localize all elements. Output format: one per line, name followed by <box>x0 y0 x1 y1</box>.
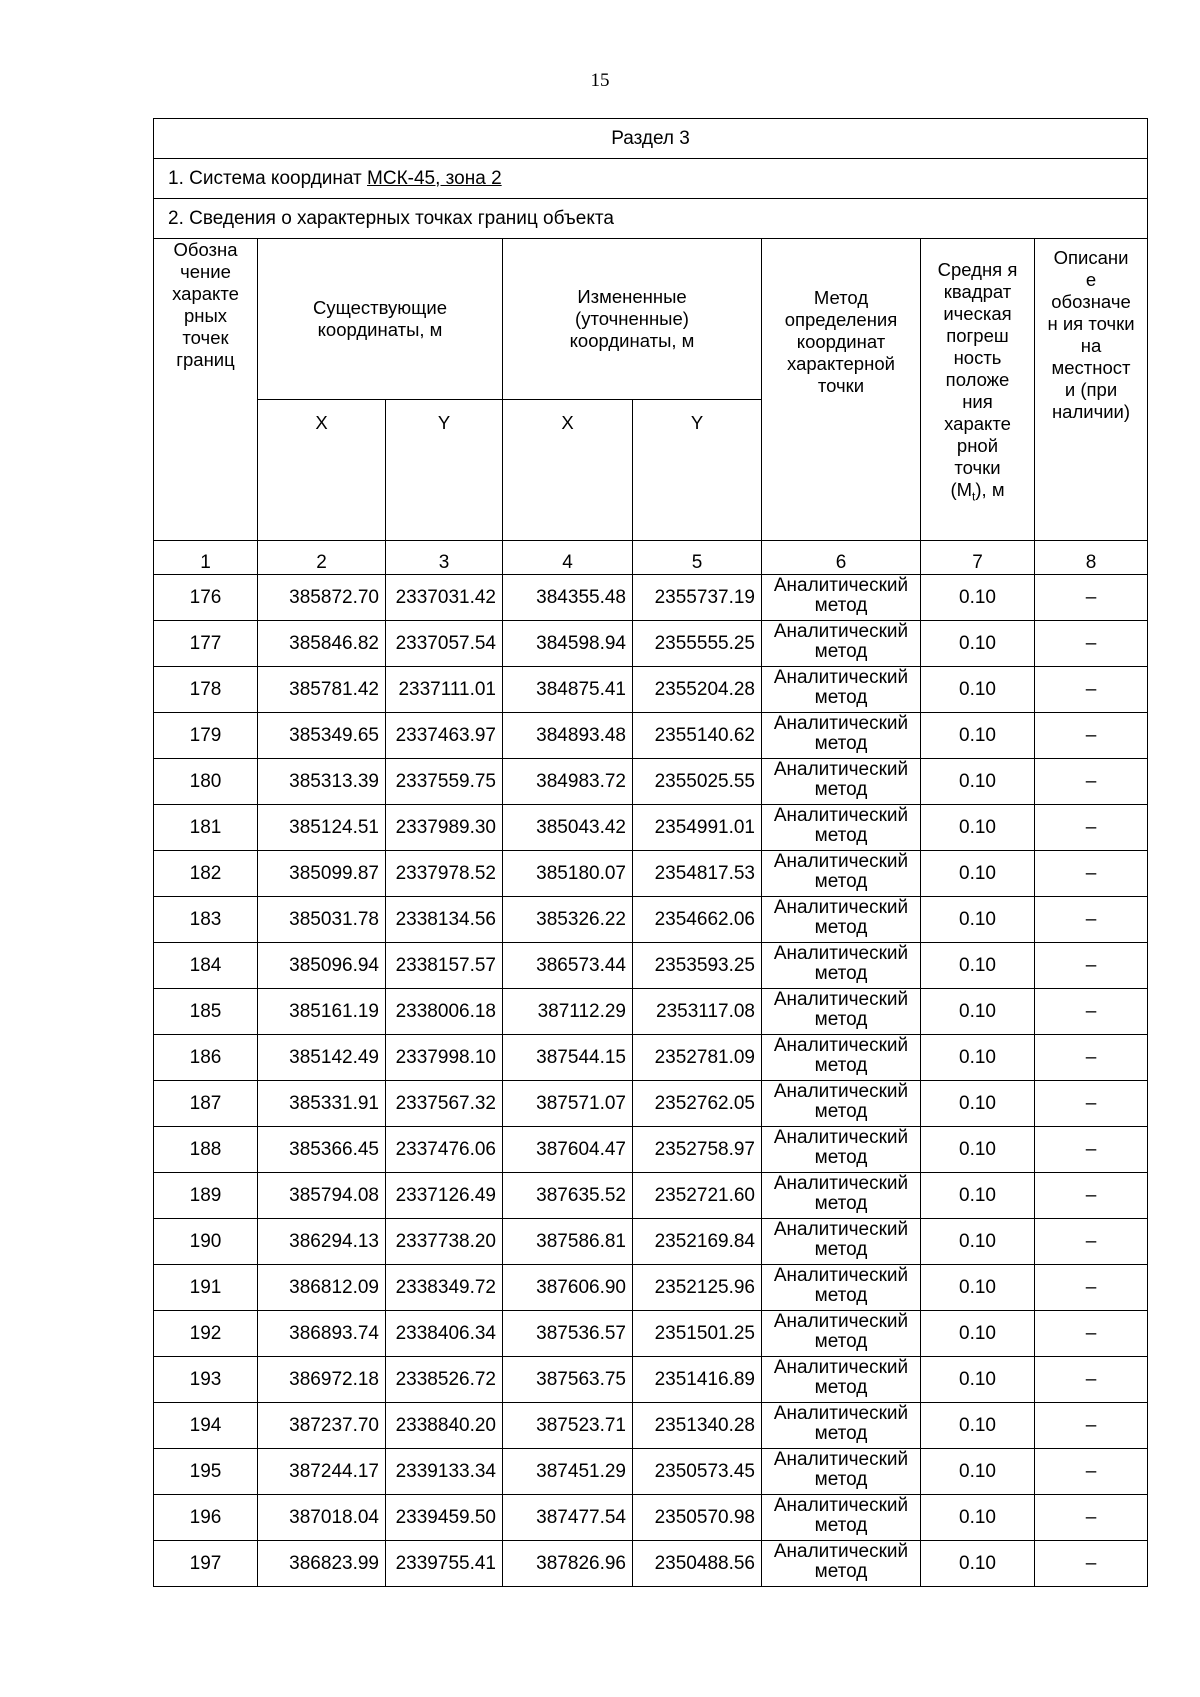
cell-point-id: 188 <box>154 1127 258 1173</box>
cell-changed-x: 387451.29 <box>503 1449 633 1495</box>
column-number: 7 <box>921 541 1035 575</box>
cell-mean-error: 0.10 <box>921 667 1035 713</box>
cell-mean-error: 0.10 <box>921 1265 1035 1311</box>
coord-system-value: МСК-45, зона 2 <box>367 167 502 189</box>
page-number: 15 <box>590 70 610 91</box>
cell-method: Аналитический метод <box>762 1403 921 1449</box>
cell-existing-x: 386294.13 <box>258 1219 386 1265</box>
cell-mean-error: 0.10 <box>921 1173 1035 1219</box>
cell-changed-x: 387635.52 <box>503 1173 633 1219</box>
cell-point-id: 176 <box>154 575 258 621</box>
cell-existing-y: 2338134.56 <box>386 897 503 943</box>
cell-existing-y: 2337738.20 <box>386 1219 503 1265</box>
table-row <box>154 1449 1148 1495</box>
cell-changed-x: 387604.47 <box>503 1127 633 1173</box>
section-title: Раздел 3 <box>154 119 1148 159</box>
cell-changed-x: 387826.96 <box>503 1541 633 1587</box>
header-mean-error: Средня я квадрат ическая погреш ность положе ния характе рной точки $(M_t)$, м <box>921 239 1035 541</box>
column-number: 4 <box>503 541 633 575</box>
cell-changed-x: 387563.75 <box>503 1357 633 1403</box>
cell-method: Аналитический метод <box>762 713 921 759</box>
cell-point-id: 192 <box>154 1311 258 1357</box>
cell-description: – <box>1035 1035 1148 1081</box>
cell-existing-y: 2338157.57 <box>386 943 503 989</box>
cell-description: – <box>1035 1449 1148 1495</box>
cell-changed-x: 384598.94 <box>503 621 633 667</box>
column-number: 3 <box>386 541 503 575</box>
cell-existing-y: 2337057.54 <box>386 621 503 667</box>
cell-point-id: 191 <box>154 1265 258 1311</box>
cell-changed-y: 2352762.05 <box>633 1081 762 1127</box>
cell-method: Аналитический метод <box>762 1311 921 1357</box>
cell-method: Аналитический метод <box>762 851 921 897</box>
cell-changed-x: 387477.54 <box>503 1495 633 1541</box>
cell-description: – <box>1035 621 1148 667</box>
cell-method: Аналитический метод <box>762 805 921 851</box>
coord-system-label: 1. Система координат <box>168 167 368 189</box>
table-row <box>154 1127 1148 1173</box>
cell-mean-error: 0.10 <box>921 1403 1035 1449</box>
cell-description: – <box>1035 989 1148 1035</box>
cell-mean-error: 0.10 <box>921 759 1035 805</box>
cell-changed-y: 2354817.53 <box>633 851 762 897</box>
cell-existing-y: 2339133.34 <box>386 1449 503 1495</box>
cell-point-id: 195 <box>154 1449 258 1495</box>
cell-mean-error: 0.10 <box>921 851 1035 897</box>
cell-method: Аналитический метод <box>762 621 921 667</box>
cell-changed-y: 2353593.25 <box>633 943 762 989</box>
cell-changed-x: 386573.44 <box>503 943 633 989</box>
cell-existing-y: 2337031.42 <box>386 575 503 621</box>
cell-description: – <box>1035 897 1148 943</box>
cell-changed-x: 387606.90 <box>503 1265 633 1311</box>
cell-method: Аналитический метод <box>762 1127 921 1173</box>
cell-changed-y: 2354662.06 <box>633 897 762 943</box>
cell-existing-x: 385124.51 <box>258 805 386 851</box>
cell-point-id: 186 <box>154 1035 258 1081</box>
cell-existing-x: 385031.78 <box>258 897 386 943</box>
cell-method: Аналитический метод <box>762 667 921 713</box>
cell-mean-error: 0.10 <box>921 1449 1035 1495</box>
cell-existing-x: 385099.87 <box>258 851 386 897</box>
cell-method: Аналитический метод <box>762 1449 921 1495</box>
cell-changed-x: 384983.72 <box>503 759 633 805</box>
cell-method: Аналитический метод <box>762 1357 921 1403</box>
cell-changed-y: 2352125.96 <box>633 1265 762 1311</box>
cell-method: Аналитический метод <box>762 1173 921 1219</box>
cell-existing-y: 2337978.52 <box>386 851 503 897</box>
cell-existing-x: 385161.19 <box>258 989 386 1035</box>
cell-existing-y: 2337476.06 <box>386 1127 503 1173</box>
cell-description: – <box>1035 851 1148 897</box>
cell-point-id: 187 <box>154 1081 258 1127</box>
cell-existing-x: 386893.74 <box>258 1311 386 1357</box>
header-existing-x: X <box>258 400 386 541</box>
header-changed-coords: Измененные (уточненные) координаты, м <box>503 239 762 400</box>
cell-changed-x: 387544.15 <box>503 1035 633 1081</box>
cell-mean-error: 0.10 <box>921 1081 1035 1127</box>
column-numbers-row <box>154 541 1148 575</box>
cell-changed-y: 2351416.89 <box>633 1357 762 1403</box>
cell-description: – <box>1035 1495 1148 1541</box>
table-row <box>154 1035 1148 1081</box>
cell-point-id: 189 <box>154 1173 258 1219</box>
cell-existing-y: 2339459.50 <box>386 1495 503 1541</box>
table-row <box>154 1495 1148 1541</box>
cell-method: Аналитический метод <box>762 1265 921 1311</box>
cell-changed-x: 387571.07 <box>503 1081 633 1127</box>
cell-description: – <box>1035 1357 1148 1403</box>
cell-existing-x: 386812.09 <box>258 1265 386 1311</box>
cell-existing-x: 387244.17 <box>258 1449 386 1495</box>
cell-existing-x: 385872.70 <box>258 575 386 621</box>
header-row <box>154 239 1148 400</box>
table-row <box>154 943 1148 989</box>
cell-mean-error: 0.10 <box>921 805 1035 851</box>
cell-description: – <box>1035 1311 1148 1357</box>
header-changed-x: X <box>503 400 633 541</box>
table-row <box>154 1357 1148 1403</box>
cell-description: – <box>1035 1403 1148 1449</box>
table-row <box>154 851 1148 897</box>
cell-mean-error: 0.10 <box>921 621 1035 667</box>
cell-method: Аналитический метод <box>762 897 921 943</box>
cell-changed-y: 2352781.09 <box>633 1035 762 1081</box>
cell-changed-y: 2355025.55 <box>633 759 762 805</box>
table-row <box>154 1403 1148 1449</box>
cell-existing-x: 387237.70 <box>258 1403 386 1449</box>
table-row <box>154 575 1148 621</box>
cell-point-id: 190 <box>154 1219 258 1265</box>
cell-description: – <box>1035 1265 1148 1311</box>
cell-point-id: 178 <box>154 667 258 713</box>
cell-point-id: 177 <box>154 621 258 667</box>
cell-existing-y: 2337559.75 <box>386 759 503 805</box>
cell-existing-y: 2337463.97 <box>386 713 503 759</box>
cell-mean-error: 0.10 <box>921 989 1035 1035</box>
cell-mean-error: 0.10 <box>921 1127 1035 1173</box>
cell-changed-y: 2352758.97 <box>633 1127 762 1173</box>
cell-description: – <box>1035 1219 1148 1265</box>
cell-point-id: 184 <box>154 943 258 989</box>
cell-mean-error: 0.10 <box>921 1219 1035 1265</box>
table-row <box>154 897 1148 943</box>
cell-changed-y: 2352169.84 <box>633 1219 762 1265</box>
cell-existing-y: 2337998.10 <box>386 1035 503 1081</box>
cell-changed-x: 384875.41 <box>503 667 633 713</box>
cell-changed-y: 2355140.62 <box>633 713 762 759</box>
cell-changed-y: 2350488.56 <box>633 1541 762 1587</box>
cell-description: – <box>1035 943 1148 989</box>
cell-mean-error: 0.10 <box>921 1495 1035 1541</box>
cell-method: Аналитический метод <box>762 1219 921 1265</box>
header-changed-y: Y <box>633 400 762 541</box>
cell-existing-y: 2338406.34 <box>386 1311 503 1357</box>
header-existing-y: Y <box>386 400 503 541</box>
cell-method: Аналитический метод <box>762 575 921 621</box>
cell-changed-x: 387586.81 <box>503 1219 633 1265</box>
table-row <box>154 805 1148 851</box>
cell-existing-x: 385313.39 <box>258 759 386 805</box>
cell-mean-error: 0.10 <box>921 1035 1035 1081</box>
cell-mean-error: 0.10 <box>921 1311 1035 1357</box>
cell-existing-y: 2337126.49 <box>386 1173 503 1219</box>
header-point-designation: Обозна чение характе рных точек границ <box>154 239 258 541</box>
cell-changed-y: 2350573.45 <box>633 1449 762 1495</box>
cell-existing-x: 385349.65 <box>258 713 386 759</box>
column-number: 5 <box>633 541 762 575</box>
cell-changed-y: 2351340.28 <box>633 1403 762 1449</box>
cell-existing-x: 385794.08 <box>258 1173 386 1219</box>
column-number: 6 <box>762 541 921 575</box>
table-row <box>154 1311 1148 1357</box>
table-row <box>154 759 1148 805</box>
coord-system-row <box>154 159 1148 199</box>
cell-changed-y: 2352721.60 <box>633 1173 762 1219</box>
cell-existing-y: 2337989.30 <box>386 805 503 851</box>
cell-changed-y: 2350570.98 <box>633 1495 762 1541</box>
cell-changed-x: 387112.29 <box>503 989 633 1035</box>
cell-mean-error: 0.10 <box>921 943 1035 989</box>
cell-changed-y: 2355204.28 <box>633 667 762 713</box>
cell-existing-y: 2338840.20 <box>386 1403 503 1449</box>
cell-method: Аналитический метод <box>762 1081 921 1127</box>
cell-existing-y: 2337111.01 <box>386 667 503 713</box>
cell-method: Аналитический метод <box>762 943 921 989</box>
cell-description: – <box>1035 1173 1148 1219</box>
cell-existing-x: 385846.82 <box>258 621 386 667</box>
table-row <box>154 1541 1148 1587</box>
cell-point-id: 183 <box>154 897 258 943</box>
cell-point-id: 196 <box>154 1495 258 1541</box>
cell-point-id: 185 <box>154 989 258 1035</box>
cell-changed-y: 2353117.08 <box>633 989 762 1035</box>
cell-description: – <box>1035 1541 1148 1587</box>
cell-description: – <box>1035 667 1148 713</box>
cell-existing-x: 385366.45 <box>258 1127 386 1173</box>
table-row <box>154 667 1148 713</box>
cell-description: – <box>1035 713 1148 759</box>
column-number: 8 <box>1035 541 1148 575</box>
cell-mean-error: 0.10 <box>921 575 1035 621</box>
cell-method: Аналитический метод <box>762 759 921 805</box>
table-row <box>154 713 1148 759</box>
cell-point-id: 179 <box>154 713 258 759</box>
cell-point-id: 182 <box>154 851 258 897</box>
cell-existing-x: 387018.04 <box>258 1495 386 1541</box>
cell-existing-x: 385096.94 <box>258 943 386 989</box>
cell-point-id: 197 <box>154 1541 258 1587</box>
cell-changed-y: 2355555.25 <box>633 621 762 667</box>
cell-existing-y: 2338526.72 <box>386 1357 503 1403</box>
cell-point-id: 181 <box>154 805 258 851</box>
table-row <box>154 1219 1148 1265</box>
cell-description: – <box>1035 1081 1148 1127</box>
cell-mean-error: 0.10 <box>921 713 1035 759</box>
cell-existing-x: 386972.18 <box>258 1357 386 1403</box>
cell-description: – <box>1035 575 1148 621</box>
cell-changed-x: 384355.48 <box>503 575 633 621</box>
cell-existing-y: 2338349.72 <box>386 1265 503 1311</box>
cell-changed-x: 385180.07 <box>503 851 633 897</box>
cell-changed-x: 385043.42 <box>503 805 633 851</box>
section-row <box>154 119 1148 159</box>
column-number: 1 <box>154 541 258 575</box>
cell-method: Аналитический метод <box>762 1035 921 1081</box>
points-title: 2. Сведения о характерных точках границ объекта <box>154 199 1148 239</box>
cell-existing-x: 385142.49 <box>258 1035 386 1081</box>
cell-changed-x: 385326.22 <box>503 897 633 943</box>
column-number: 2 <box>258 541 386 575</box>
coord-system <box>154 159 1148 199</box>
cell-point-id: 180 <box>154 759 258 805</box>
cell-description: – <box>1035 1127 1148 1173</box>
cell-changed-y: 2354991.01 <box>633 805 762 851</box>
cell-existing-y: 2337567.32 <box>386 1081 503 1127</box>
cell-changed-y: 2351501.25 <box>633 1311 762 1357</box>
header-method: Метод определения координат характерной точки <box>762 239 921 541</box>
header-description: Описани е обозначе н ия точки на местност и (при наличии) <box>1035 239 1148 541</box>
cell-point-id: 193 <box>154 1357 258 1403</box>
cell-mean-error: 0.10 <box>921 897 1035 943</box>
cell-mean-error: 0.10 <box>921 1541 1035 1587</box>
header-existing-coords: Существующие координаты, м <box>258 239 503 400</box>
cell-existing-y: 2339755.41 <box>386 1541 503 1587</box>
cell-method: Аналитический метод <box>762 989 921 1035</box>
boundary-points-table <box>153 118 1148 1587</box>
points-title-row <box>154 199 1148 239</box>
cell-description: – <box>1035 759 1148 805</box>
cell-changed-y: 2355737.19 <box>633 575 762 621</box>
cell-method: Аналитический метод <box>762 1495 921 1541</box>
cell-mean-error: 0.10 <box>921 1357 1035 1403</box>
cell-changed-x: 387536.57 <box>503 1311 633 1357</box>
cell-existing-x: 385781.42 <box>258 667 386 713</box>
cell-existing-y: 2338006.18 <box>386 989 503 1035</box>
table-row <box>154 1265 1148 1311</box>
table-row <box>154 989 1148 1035</box>
table-row <box>154 1081 1148 1127</box>
cell-changed-x: 384893.48 <box>503 713 633 759</box>
cell-changed-x: 387523.71 <box>503 1403 633 1449</box>
cell-method: Аналитический метод <box>762 1541 921 1587</box>
cell-existing-x: 385331.91 <box>258 1081 386 1127</box>
cell-point-id: 194 <box>154 1403 258 1449</box>
cell-existing-x: 386823.99 <box>258 1541 386 1587</box>
table-row <box>154 1173 1148 1219</box>
cell-description: – <box>1035 805 1148 851</box>
table-row <box>154 621 1148 667</box>
